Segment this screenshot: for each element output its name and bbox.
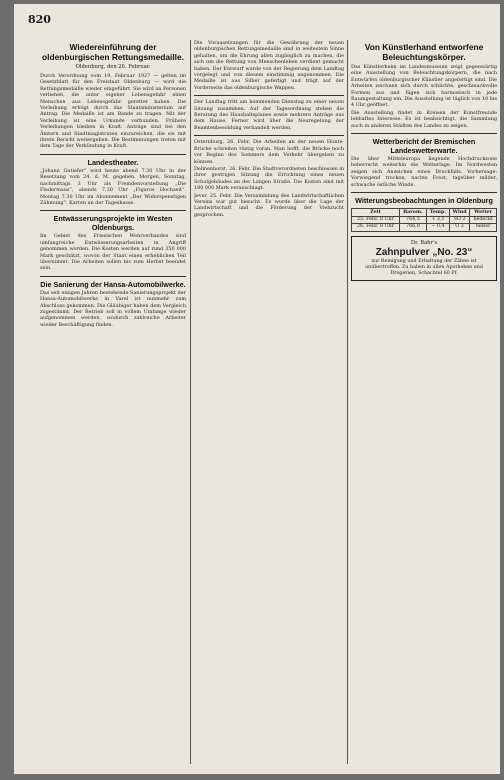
headline-entwaesserung: Entwässerungsprojekte im Westen Oldenburgs. bbox=[53, 214, 173, 233]
weather-col-header: Wind bbox=[449, 209, 469, 217]
weather-cell: − 0,4 bbox=[426, 224, 449, 232]
column-rule bbox=[347, 40, 348, 764]
headline-landestheater: Landestheater. bbox=[87, 157, 139, 167]
weather-cell: bedeckt bbox=[470, 216, 497, 224]
table-row bbox=[352, 224, 497, 232]
weather-cell: heiter bbox=[470, 224, 497, 232]
advertisement-zahnpulver bbox=[351, 236, 497, 282]
column-left bbox=[40, 40, 186, 766]
page-number: 820 bbox=[28, 13, 51, 26]
article-beleuchtung: Das Künstlerheim im Landesmuseum zeigt gegenwärtig eine Ausstellung von Beleuchtungskörpern, die nach Entwürfen oldenburgischer Künstler angefertigt sind. Die Arbeiten zeichnen sich durch schlichte, geschmackvolle Formen aus und fügen sich harmonisch in jede Raumgestaltung ein. Die Ausstellung ist täglich von 10 bis 4 Uhr geöffnet. bbox=[351, 64, 497, 109]
article-wetter: Die über Mitteleuropa liegende Hochdruckzone beherrscht weiterhin die Wetterlage. Im Nordwesten zeigen sich Anzeichen eines Druckfalls. Vorhersage: Vorwiegend trocken, nachts Frost, tagsüber milder, schwache östliche Winde. bbox=[351, 156, 497, 188]
column-middle bbox=[194, 40, 344, 766]
article-rettungsmedaille: Durch Verordnung vom 19. Februar 1927 — gelten im Gesetzblatt für den Freistaat Oldenburg — wird die Rettungsmedaille wieder eingeführt. Sie wird an Personen verliehen, die unter eigener Lebensgefahr einen Menschen aus Lebensgefahr gerettet haben. Die Verleihung erfolgt durch das Staatsministerium auf Antrag. Die Medaille ist am Bande zu tragen. Mit der Verleihung ist eine Urkunde verbunden. Frühere Verleihungen bleiben in Kraft. Anträge sind bei den Ämtern und Stadtmagistraten einzureichen, die sie mit ihrem Bericht weitergeben. Die Bestimmungen treten mit dem Tage der Verkündung in Kraft. bbox=[40, 73, 186, 150]
weather-cell: SO 2 bbox=[449, 216, 469, 224]
headline-hansa-werke: Die Sanierung der Hansa-Automobilwerke. bbox=[40, 279, 186, 289]
ad-body: zur Reinigung und Erhaltung der Zähne ist unübertroffen. Zu haben in allen Apotheken und Drogerien, Schachtel 60 Pf. bbox=[365, 258, 483, 276]
article-jever: Jever, 25. Febr. Die Versammlung des Landwirtschaftlichen Vereins war gut besucht. Es wurde über die Lage der Landwirtschaft und die Förderung der Viehzucht gesprochen. bbox=[194, 192, 344, 218]
headline-beleuchtung: Von Künstlerhand entworfene Beleuchtungskörper. bbox=[364, 42, 484, 62]
divider bbox=[351, 192, 497, 193]
divider bbox=[40, 154, 186, 155]
newspaper-page bbox=[14, 4, 500, 774]
article-hansa-werke: Das seit einigen Jahren bestehende Sanierungsprojekt der Hansa-Automobilwerke in Varel ist nunmehr zum Abschluss gekommen. Die Gläubiger haben dem Vergleich zugestimmt. Der Betrieb soll in vollem Umfange wieder aufgenommen werden, wodurch zahlreiche Arbeiter wieder Beschäftigung finden. bbox=[40, 289, 186, 328]
divider bbox=[194, 95, 344, 96]
headline-rettungsmedaille: Wiedereinführung der oldenburgischen Rettungsmedaille. bbox=[42, 42, 184, 62]
weather-col-header: Zeit bbox=[352, 209, 400, 217]
article-continuation: Die Vorausetzungen für die Gewährung der neuen oldenburgischen Rettungsmedaille sind in weitestem Sinne gehalten, um die Ehrung allen zugänglich zu machen, die sich um die Rettung von Menschenleben verdient gemacht haben. Der Entwurf wurde von der Regierung dem Landtag vorgelegt und von diesem einstimmig angenommen. Die Medaille ist aus Silber gefertigt und trägt auf der Vorderseite das oldenburgische Wappen. bbox=[194, 40, 344, 91]
column-right bbox=[351, 40, 497, 766]
weather-cell: 766,0 bbox=[399, 224, 426, 232]
weather-cell: + 3,1 bbox=[426, 216, 449, 224]
weather-table-header bbox=[352, 209, 497, 217]
article-entwaesserung: Im Gebiet des Friesischen Wehrverbandes sind umfangreiche Entwässerungsarbeiten in Angriff genommen worden. Die Kosten werden auf rund 350 000 Mark geschätzt, wovon der Staat einen erheblichen Teil übernimmt. Die Arbeiten sollen bis zum Herbst beendet sein. bbox=[40, 233, 186, 272]
ad-brand: Dr. Bahr's bbox=[410, 239, 438, 246]
article-delmenhorst: Delmenhorst, 26. Febr. Die Stadtverordneten beschlossen in ihrer gestrigen Sitzung die Errichtung eines neuen Schulgebäudes an der Langen Straße. Die Kosten sind mit 180 000 Mark veranschlagt. bbox=[194, 165, 344, 192]
dateline: Oldenburg, den 26. Februar. bbox=[75, 64, 151, 70]
article-landtag: Der Landtag tritt am kommenden Dienstag zu einer neuen Sitzung zusammen. Auf der Tagesordnung stehen die Beratung des Haushaltsplanes sowie mehrere Anträge aus dem Hause. Ferner wird über die Neuregelung der Beamtenbesoldung verhandelt werden. bbox=[194, 99, 344, 131]
article-osternburg: Osternburg, 26. Febr. Die Arbeiten an der neuen Hunte-Brücke schreiten rüstig voran. Man hofft, die Brücke noch vor Beginn des Sommers dem Verkehr übergeben zu können. bbox=[194, 139, 344, 165]
weather-cell: 26. Febr. 8 Uhr bbox=[352, 224, 400, 232]
weather-col-header: Wetter bbox=[470, 209, 497, 217]
article-landestheater: „Johann Gutiefer“ wird heute abend 7.30 Uhr in der Besetzung vom 24. d. M. gegeben. Morgen, Sonntag, nachmittags 3 Uhr als Fremdenvorstellung „Die Fledermaus“, abends 7.30 Uhr „Figaros Hochzeit“. Montag 7.30 Uhr im Abonnement „Der Widerspenstigen Zähmung“. Karten an der Tageskasse. bbox=[40, 167, 186, 206]
ad-product-name: Zahnpulver „No. 23“ bbox=[375, 246, 473, 258]
weather-cell: O 2 bbox=[449, 224, 469, 232]
divider bbox=[40, 276, 186, 277]
weather-col-header: Temp. bbox=[426, 209, 449, 217]
weather-cell: 25. Febr. 8 Uhr bbox=[352, 216, 400, 224]
table-row bbox=[352, 216, 497, 224]
column-rule bbox=[190, 40, 191, 764]
divider bbox=[194, 135, 344, 136]
weather-col-header: Barom. bbox=[399, 209, 426, 217]
article-ausstellung: Die Ausstellung findet in Kreisen der Kunstfreunde lebhaftes Interesse. Es ist beabsichtigt, die Sammlung auch in anderen Städten des Landes zu zeigen. bbox=[351, 109, 497, 129]
divider bbox=[40, 210, 186, 211]
weather-cell: 764,5 bbox=[399, 216, 426, 224]
divider bbox=[351, 133, 497, 134]
headline-witterung: Witterungsbeobachtungen in Oldenburg bbox=[355, 196, 493, 206]
headline-wetterbericht: Wetterbericht der Bremischen Landeswetterwarte. bbox=[372, 137, 476, 156]
weather-table bbox=[351, 208, 497, 232]
